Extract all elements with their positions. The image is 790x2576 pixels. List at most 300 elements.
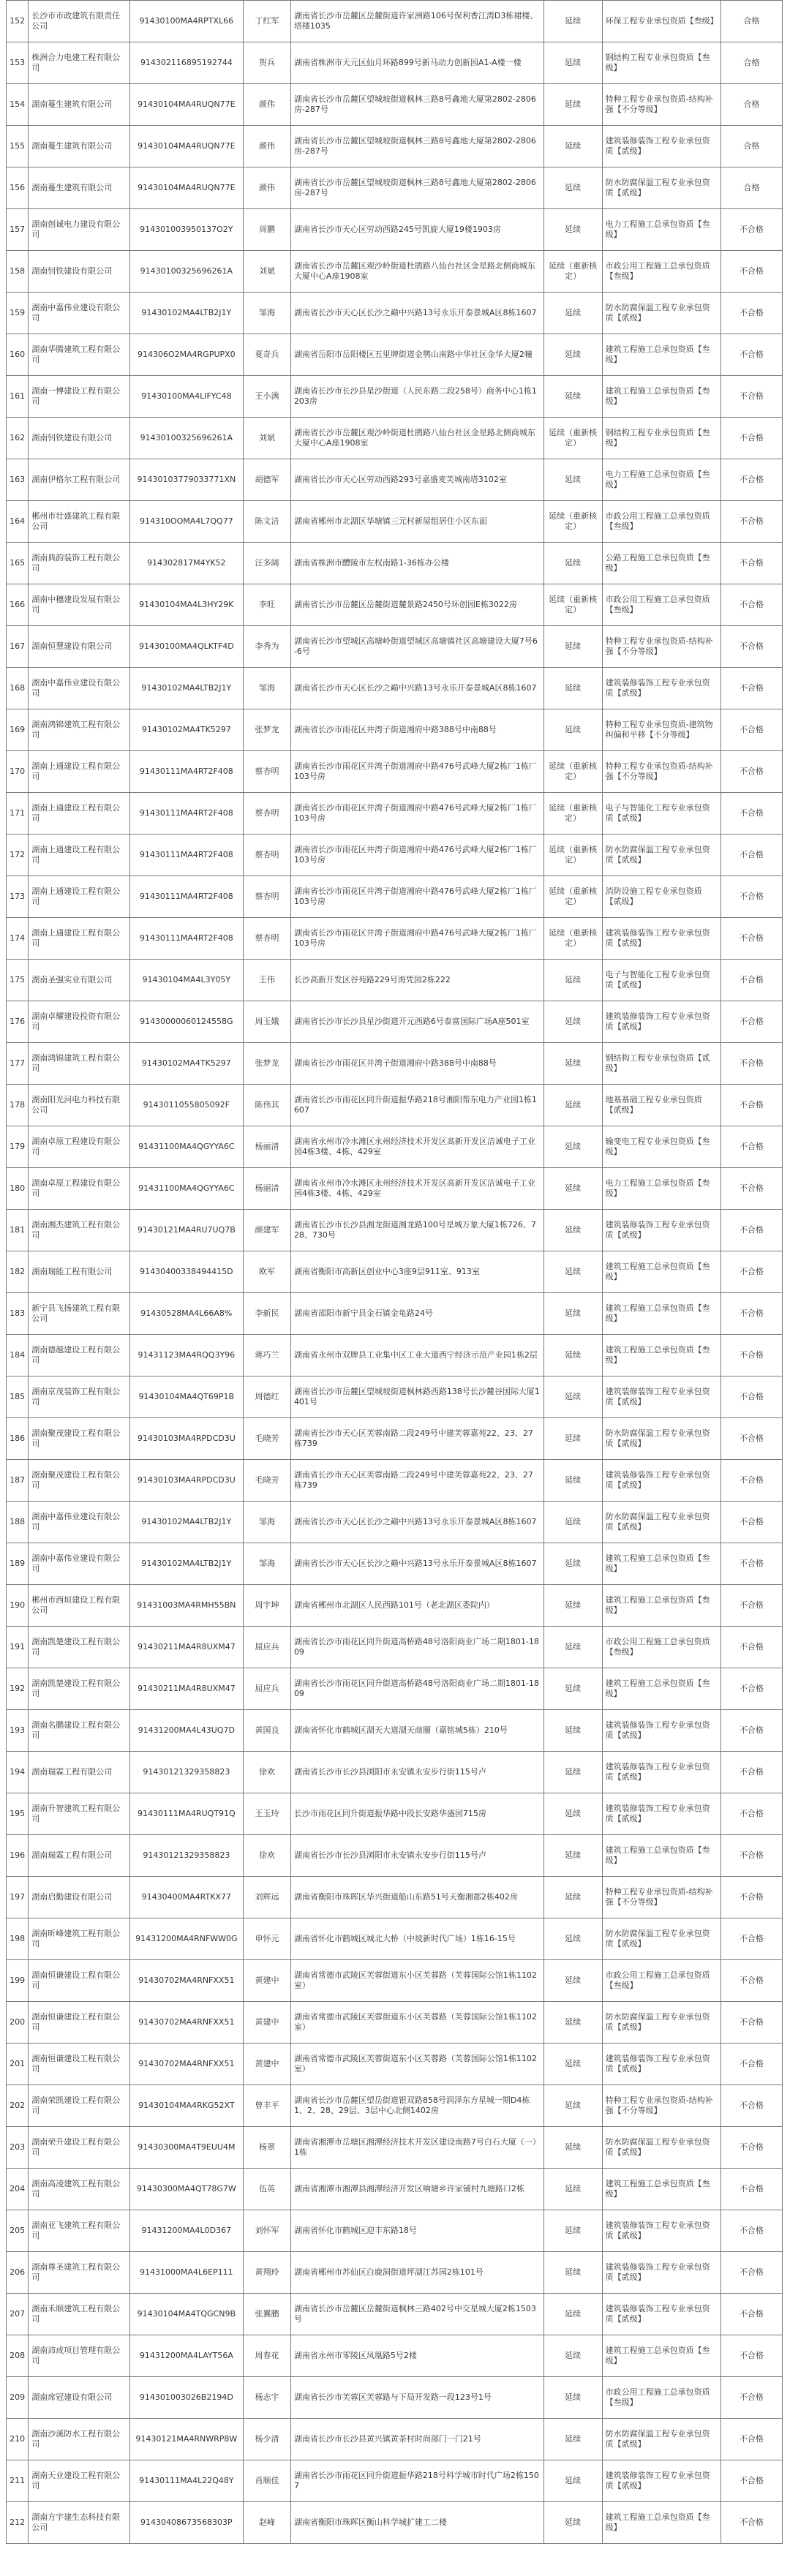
credit-code: 91430300MA4T9EUU4M [129,2127,244,2169]
qualification: 建筑装修装饰工程专业承包资质【贰级】 [602,1210,721,1251]
credit-code: 91430103MA4RPDCD3U [129,1418,244,1460]
registered-address: 湖南省长沙市雨花区井湾子街道湘府中路476号武峰大厦2栋厂1栋厂103号房 [290,876,543,918]
review-result: 不合格 [721,1460,782,1502]
company-name: 湖南凯楚建设工程有限公司 [29,1627,129,1668]
company-name: 郴州市西垣建设工程有限公司 [29,1585,129,1627]
review-result: 合格 [721,84,782,126]
qualification: 建筑装修装饰工程专业承包资质【贰级】 [602,1752,721,1793]
credit-code: 91430111MA4L22Q48Y [129,2460,244,2502]
registered-address: 湖南省长沙市雨花区同升街道振华路218号湘阳帮东电力产业园1栋1607 [290,1085,543,1126]
registered-address: 湖南省长沙市雨花区同升街道振华路218号科学城市时代广场2栋1507 [290,2460,543,2502]
registered-address: 湖南省郴州市苏仙区白鹿洞街道坪湖江苏园2栋101号 [290,2252,543,2294]
company-name: 湖南瑞霖工程有限公司 [29,1835,129,1877]
row-number: 177 [7,1043,29,1085]
registered-address: 湖南省长沙市雨花区井湾子街道湘府中路476号武峰大厦2栋厂1栋厂103号房 [290,835,543,876]
application-type: 延续 [543,1710,602,1752]
row-number: 201 [7,2044,29,2085]
credit-code: 914301003950137O2Y [129,209,244,251]
legal-representative: 汪多阔 [244,543,291,584]
credit-code: 91430211MA4R8UXM47 [129,1668,244,1710]
application-type: 延续 [543,543,602,584]
row-number: 175 [7,960,29,1001]
review-result: 不合格 [721,1793,782,1835]
company-name: 湖南凯楚建设工程有限公司 [29,1668,129,1710]
table-row [7,960,783,1001]
registered-address: 湖南省长沙市岳麓区观沙岭街道杜鹃路八仙台社区金星路北侧商城东大厦中心A座1908室 [290,251,543,293]
application-type: 延续 [543,1460,602,1502]
review-result: 不合格 [721,2127,782,2169]
registered-address: 湖南省长沙市长沙县黄兴镇黄茶村时尚部门一门21号 [290,2419,543,2460]
application-type: 延续 [543,1085,602,1126]
qualification: 建筑装修装饰工程专业承包资质【贰级】 [602,2460,721,2502]
registered-address: 湖南省永州市冷水滩区永州经济技术开发区高新开发区洁诚电子工业园4栋3楼、4栋、429室 [290,1168,543,1210]
registered-address: 湖南省长沙市天心区芙蓉南路二段249号中建芙蓉嘉苑22、23、27栋739 [290,1460,543,1502]
credit-code: 91430100MA4QLKTF4D [129,626,244,668]
application-type: 延续 [543,126,602,167]
table-row [7,42,783,84]
registered-address: 湖南省怀化市鹤城区迎丰东路18号 [290,2210,543,2252]
table-row [7,1293,783,1335]
review-result: 不合格 [721,2377,782,2419]
application-type: 延续 [543,1418,602,1460]
table-row [7,1126,783,1168]
qualification: 市政公用工程施工总承包资质【叁级】 [602,1627,721,1668]
qualification: 防水防腐保温工程专业承包资质【贰级】 [602,1918,721,1960]
application-type: 延续 [543,2460,602,2502]
credit-code: 91430211MA4R8UXM47 [129,1627,244,1668]
review-result: 不合格 [721,1168,782,1210]
legal-representative: 王伟 [244,960,291,1001]
review-result: 不合格 [721,2002,782,2044]
credit-code: 914306O2MA4RGPUPX0 [129,334,244,376]
application-type: 延续（重新核定） [543,501,602,543]
registered-address: 湖南省长沙市岳麓区岳麓街道许家洲路106号保利香江湾D3栋裙楼、塔楼1035 [290,1,543,42]
table-row [7,1376,783,1418]
qualification: 建筑装修装饰工程专业承包资质【贰级】 [602,2294,721,2335]
legal-representative: 黄建中 [244,2002,291,2044]
company-name: 郴州市壮盛建筑工程有限公司 [29,501,129,543]
registered-address: 湖南省永州市冷水滩区永州经济技术开发区高新开发区洁诚电子工业园4栋3楼、4栋、429室 [290,1126,543,1168]
company-name: 湖南中嘉伟业建设有限公司 [29,1543,129,1585]
credit-code: 91430111MA4RT2F408 [129,918,244,960]
table-row [7,1043,783,1085]
registered-address: 湖南省郴州市北湖区人民西路101号（老北湖区委院内） [290,1585,543,1627]
row-number: 174 [7,918,29,960]
company-name: 湖南卓原工程建设有限公司 [29,1168,129,1210]
company-name: 湖南阳光河电力科技有限公司 [29,1085,129,1126]
review-result: 不合格 [721,376,782,418]
credit-code: 91430103779033771XN [129,459,244,501]
legal-representative: 邹海 [244,1502,291,1543]
table-row [7,501,783,543]
company-name: 湖南鸿锦建筑工程有限公司 [29,1043,129,1085]
legal-representative: 颜伟 [244,167,291,209]
review-result: 不合格 [721,2169,782,2210]
credit-code: 91430702MA4RNFXX51 [129,2002,244,2044]
qualification: 建筑工程施工总承包资质【叁级】 [602,1293,721,1335]
table-row [7,459,783,501]
company-name: 湖南亚飞建筑工程有限公司 [29,2210,129,2252]
review-result: 不合格 [721,960,782,1001]
review-result: 不合格 [721,1960,782,2002]
legal-representative: 徐欢 [244,1835,291,1877]
registered-address: 湖南省长沙市雨花区井湾子街道湘府中路476号武峰大厦2栋厂1栋厂103号房 [290,918,543,960]
credit-code: 91431123MA4RQQ3Y96 [129,1335,244,1376]
legal-representative: 黄国良 [244,1710,291,1752]
row-number: 194 [7,1752,29,1793]
table-row [7,84,783,126]
qualification: 建筑工程施工总承包资质【叁级】 [602,1543,721,1585]
credit-code: 91430104MA4QT69P1B [129,1376,244,1418]
legal-representative: 毛晓芳 [244,1418,291,1460]
qualification: 防水防腐保温工程专业承包资质【贰级】 [602,293,721,334]
qualification: 建筑工程施工总承包资质【叁级】 [602,1835,721,1877]
qualification: 特种工程专业承包资质-结构补强【不分等级】 [602,84,721,126]
application-type: 延续（重新核定） [543,418,602,459]
application-type: 延续 [543,2002,602,2044]
qualification: 建筑装修装饰工程专业承包资质【贰级】 [602,918,721,960]
review-result: 不合格 [721,1210,782,1251]
company-name: 湖南沛成项目管理有限公司 [29,2335,129,2377]
table-row [7,751,783,793]
application-type: 延续（重新核定） [543,918,602,960]
review-result: 不合格 [721,2294,782,2335]
table-row [7,209,783,251]
company-name: 株洲合力电建工程有限公司 [29,42,129,84]
qualification: 建筑工程施工总承包资质【叁级】 [602,376,721,418]
review-result: 不合格 [721,751,782,793]
registered-address: 湖南省邵阳市新宁县金石镇金龟路24号 [290,1293,543,1335]
registered-address: 湖南省长沙市芙蓉区芙蓉路与下局开发路一段123号1号 [290,2377,543,2419]
table-row [7,876,783,918]
qualification: 建筑工程施工总承包资质【叁级】 [602,1335,721,1376]
company-name: 湖南荣凯建设工程有限公司 [29,2085,129,2127]
legal-representative: 王玉玲 [244,1793,291,1835]
legal-representative: 蔡杏明 [244,918,291,960]
qualification: 防水防腐保温工程专业承包资质【贰级】 [602,1418,721,1460]
qualification: 电子与智能化工程专业承包资质【贰级】 [602,793,721,835]
review-result: 合格 [721,167,782,209]
credit-code: 91430100325696261A [129,418,244,459]
row-number: 152 [7,1,29,42]
qualification: 防水防腐保温工程专业承包资质【贰级】 [602,2002,721,2044]
application-type: 延续 [543,2127,602,2169]
application-type: 延续（重新核定） [543,584,602,626]
legal-representative: 颜伟 [244,126,291,167]
qualification: 公路工程施工总承包资质【叁级】 [602,543,721,584]
table-row [7,1168,783,1210]
review-result: 不合格 [721,709,782,751]
qualification: 建筑装修装饰工程专业承包资质【贰级】 [602,126,721,167]
application-type: 延续 [543,1668,602,1710]
table-row [7,2127,783,2169]
registered-address: 湖南省长沙市长沙县湘龙街道湘龙路100号星城万象大厦1栋726、728、730号 [290,1210,543,1251]
qualification: 建筑装修装饰工程专业承包资质【贰级】 [602,668,721,709]
row-number: 183 [7,1293,29,1335]
review-result: 不合格 [721,334,782,376]
table-row [7,1085,783,1126]
table-row [7,2377,783,2419]
qualification: 电力工程施工总承包资质【叁级】 [602,459,721,501]
legal-representative: 李秀为 [244,626,291,668]
company-name: 湖南卓原工程建设有限公司 [29,1126,129,1168]
application-type: 延续 [543,1960,602,2002]
legal-representative: 贺兵 [244,42,291,84]
credit-code: 91430111MA4RT2F408 [129,876,244,918]
company-name: 湖南天业建设工程有限公司 [29,2460,129,2502]
table-row [7,668,783,709]
review-result: 不合格 [721,835,782,876]
qualification: 环保工程专业承包资质【叁级】 [602,1,721,42]
review-result: 不合格 [721,1085,782,1126]
row-number: 191 [7,1627,29,1668]
table-row [7,334,783,376]
review-result: 合格 [721,42,782,84]
row-number: 182 [7,1251,29,1293]
table-row [7,1793,783,1835]
table-row [7,626,783,668]
legal-representative: 黄建中 [244,1960,291,2002]
company-name: 湖南上通建设工程有限公司 [29,876,129,918]
registered-address: 湖南省衡阳市珠晖区华兴街道船山东路51号天衡湘郡2栋402房 [290,1877,543,1918]
review-result: 不合格 [721,1043,782,1085]
table-row [7,2085,783,2127]
registered-address: 湖南省长沙市雨花区井湾子街道湘府中路476号武峰大厦2栋厂1栋厂103号房 [290,793,543,835]
company-name: 湖南方宇建生态科技有限公司 [29,2502,129,2544]
row-number: 165 [7,543,29,584]
legal-representative: 屈应兵 [244,1627,291,1668]
company-name: 长沙市市政建筑有限责任公司 [29,1,129,42]
qualification: 建筑装修装饰工程专业承包资质【贰级】 [602,1376,721,1418]
application-type: 延续 [543,1543,602,1585]
legal-representative: 陈文洁 [244,501,291,543]
application-type: 延续 [543,2252,602,2294]
credit-code: 914302817M4YK52 [129,543,244,584]
legal-representative: 邹海 [244,1543,291,1585]
credit-code: 91430104MA4RUQN77E [129,84,244,126]
legal-representative: 赵峰 [244,2502,291,2544]
row-number: 212 [7,2502,29,2544]
legal-representative: 邹海 [244,668,291,709]
table-row [7,1877,783,1918]
application-type: 延续 [543,1126,602,1168]
row-number: 159 [7,293,29,334]
application-type: 延续 [543,1293,602,1335]
company-name: 湖南高凌建筑工程有限公司 [29,2169,129,2210]
review-result: 不合格 [721,1418,782,1460]
company-name: 新宁县飞扬建筑工程有限公司 [29,1293,129,1335]
qualification: 建筑装修装饰工程专业承包资质【贰级】 [602,2044,721,2085]
legal-representative: 丁红军 [244,1,291,42]
table-row [7,2252,783,2294]
registered-address: 湖南省长沙市雨花区井湾子街道湘府中路388号中南88号 [290,1043,543,1085]
row-number: 200 [7,2002,29,2044]
qualification: 建筑工程施工总承包资质【叁级】 [602,2335,721,2377]
credit-code: 91431100MA4QGYYA6C [129,1168,244,1210]
review-result: 不合格 [721,459,782,501]
review-result: 不合格 [721,2252,782,2294]
review-result: 不合格 [721,501,782,543]
row-number: 185 [7,1376,29,1418]
row-number: 166 [7,584,29,626]
company-name: 湖南瑞霖工程有限公司 [29,1752,129,1793]
application-type: 延续 [543,2335,602,2377]
company-name: 湖南创诚电力建设有限公司 [29,209,129,251]
application-type: 延续 [543,42,602,84]
row-number: 199 [7,1960,29,2002]
legal-representative: 蔡杏明 [244,876,291,918]
qualification: 电力工程施工总承包资质【叁级】 [602,209,721,251]
review-result: 不合格 [721,1543,782,1585]
registered-address: 湖南省长沙市岳麓区望城坡街道枫林三路8号鑫地大厦第2802-2806房-287号 [290,167,543,209]
company-name: 湖南名鹏建设工程有限公司 [29,1710,129,1752]
company-name: 湖南伊格尔工程有限公司 [29,459,129,501]
application-type: 延续 [543,1585,602,1627]
company-name: 湖南卓耀建设投资有限公司 [29,1001,129,1043]
row-number: 210 [7,2419,29,2460]
row-number: 173 [7,876,29,918]
application-type: 延续 [543,1335,602,1376]
application-type: 延续 [543,1877,602,1918]
credit-code: 91430111MA4RT2F408 [129,751,244,793]
qualification: 建筑装修装饰工程专业承包资质【贰级】 [602,2252,721,2294]
company-name: 湖南华腾建筑工程有限公司 [29,334,129,376]
registered-address: 湖南省常德市武陵区芙蓉街道东小区芙蓉路（芙蓉国际公馆1栋1102室） [290,2002,543,2044]
qualification: 建筑装修装饰工程专业承包资质【贰级】 [602,1001,721,1043]
row-number: 157 [7,209,29,251]
table-row [7,2210,783,2252]
row-number: 158 [7,251,29,293]
credit-code: 91430104MA4L3HY29K [129,584,244,626]
legal-representative: 蔡杏明 [244,751,291,793]
credit-code: 914310OOMA4L7QQ77 [129,501,244,543]
legal-representative: 邹海 [244,293,291,334]
qualification: 建筑装修装饰工程专业承包资质【贰级】 [602,1793,721,1835]
credit-code: 91430100325696261A [129,251,244,293]
table-row [7,793,783,835]
credit-code: 91430121MA4RNWRP8W [129,2419,244,2460]
qualification: 市政公用工程施工总承包资质【叁级】 [602,584,721,626]
row-number: 206 [7,2252,29,2294]
company-name: 湖南钊铁建设有限公司 [29,418,129,459]
qualification: 建筑装修装饰工程专业承包资质【贰级】 [602,2210,721,2252]
credit-code: 91430408673568303P [129,2502,244,2544]
legal-representative: 黄建中 [244,2044,291,2085]
row-number: 184 [7,1335,29,1376]
credit-code: 9143011055805092F [129,1085,244,1126]
legal-representative: 夏奇兵 [244,334,291,376]
registered-address: 湖南省长沙市天心区长沙之巅中兴路13号永乐开泰景城A区8栋1607 [290,668,543,709]
legal-representative: 杨少清 [244,2419,291,2460]
legal-representative: 蒋巧兰 [244,1335,291,1376]
row-number: 203 [7,2127,29,2169]
credit-code: 91430104MA4L3Y05Y [129,960,244,1001]
registered-address: 湖南省长沙市岳麓区岳麓街道枫林三路402号中交星城大厦2栋1503号 [290,2294,543,2335]
review-result: 合格 [721,126,782,167]
review-result: 不合格 [721,1668,782,1710]
row-number: 181 [7,1210,29,1251]
credit-code: 91430102MA4LTB2J1Y [129,1502,244,1543]
application-type: 延续 [543,167,602,209]
registered-address: 湖南省长沙市天心区劳动西路293号嘉盛麦芙城南塔3102室 [290,459,543,501]
company-name: 湖南上通建设工程有限公司 [29,751,129,793]
table-row [7,167,783,209]
review-result: 不合格 [721,1627,782,1668]
table-row [7,2335,783,2377]
row-number: 161 [7,376,29,418]
review-result: 不合格 [721,2460,782,2502]
company-name: 湖南上通建设工程有限公司 [29,918,129,960]
review-result: 不合格 [721,1918,782,1960]
application-type: 延续 [543,334,602,376]
application-type: 延续 [543,459,602,501]
credit-code: 91430102MA4TK5297 [129,709,244,751]
qualification: 电子与智能化工程专业承包资质【贰级】 [602,960,721,1001]
row-number: 162 [7,418,29,459]
application-type: 延续 [543,1793,602,1835]
row-number: 180 [7,1168,29,1210]
application-type: 延续 [543,84,602,126]
row-number: 164 [7,501,29,543]
company-name: 湖南聚茂建设工程有限公司 [29,1418,129,1460]
registered-address: 湖南省长沙市雨花区井湾子街道湘府中路476号武峰大厦2栋厂1栋厂103号房 [290,751,543,793]
company-name: 湖南恒慧建设有限公司 [29,626,129,668]
credit-code: 91430121329358823 [129,1835,244,1877]
credit-code: 91430121MA4RU7UQ7B [129,1210,244,1251]
table-row [7,1668,783,1710]
table-row [7,1001,783,1043]
row-number: 186 [7,1418,29,1460]
table-row [7,1960,783,2002]
table-row [7,1210,783,1251]
qualification: 地基基础工程专业承包资质【贰级】 [602,1085,721,1126]
table-row [7,584,783,626]
table-row [7,1585,783,1627]
table-row [7,251,783,293]
review-result: 不合格 [721,1126,782,1168]
review-result: 不合格 [721,2502,782,2544]
table-row [7,1835,783,1877]
review-result: 不合格 [721,2210,782,2252]
legal-representative: 蔡杏明 [244,793,291,835]
review-result: 不合格 [721,584,782,626]
legal-representative: 周宇坤 [244,1585,291,1627]
registered-address: 湖南省长沙市望城区高塘岭街道望城区高塘镇社区高塘建设大厦7号6-6号 [290,626,543,668]
qualification: 建筑工程施工总承包资质【叁级】 [602,2169,721,2210]
row-number: 153 [7,42,29,84]
table-row [7,1335,783,1376]
review-result: 不合格 [721,1335,782,1376]
legal-representative: 欧军 [244,1251,291,1293]
review-result: 不合格 [721,2044,782,2085]
application-type: 延续 [543,2169,602,2210]
registered-address: 湖南省怀化市鹤城区城北大桥（中坡新时代广场）1栋16-15号 [290,1918,543,1960]
registered-address: 湖南省长沙市岳麓区望城坡街道枫林三路8号鑫地大厦第2802-2806房-287号 [290,84,543,126]
company-name: 湖南昕峰建筑工程有限公司 [29,1918,129,1960]
qualification: 防水防腐保温工程专业承包资质【贰级】 [602,835,721,876]
application-type: 延续 [543,1168,602,1210]
application-type: 延续 [543,293,602,334]
application-type: 延续 [543,2294,602,2335]
credit-code: 91430400338494415D [129,1251,244,1293]
review-result: 不合格 [721,918,782,960]
company-name: 湖南恒谦建设工程有限公司 [29,1960,129,2002]
legal-representative: 王小满 [244,376,291,418]
credit-code: 91430104MA4TQGCN9B [129,2294,244,2335]
qualification: 特种工程专业承包资质-结构补强【不分等级】 [602,2085,721,2127]
row-number: 196 [7,1835,29,1877]
legal-representative: 刘斌 [244,251,291,293]
